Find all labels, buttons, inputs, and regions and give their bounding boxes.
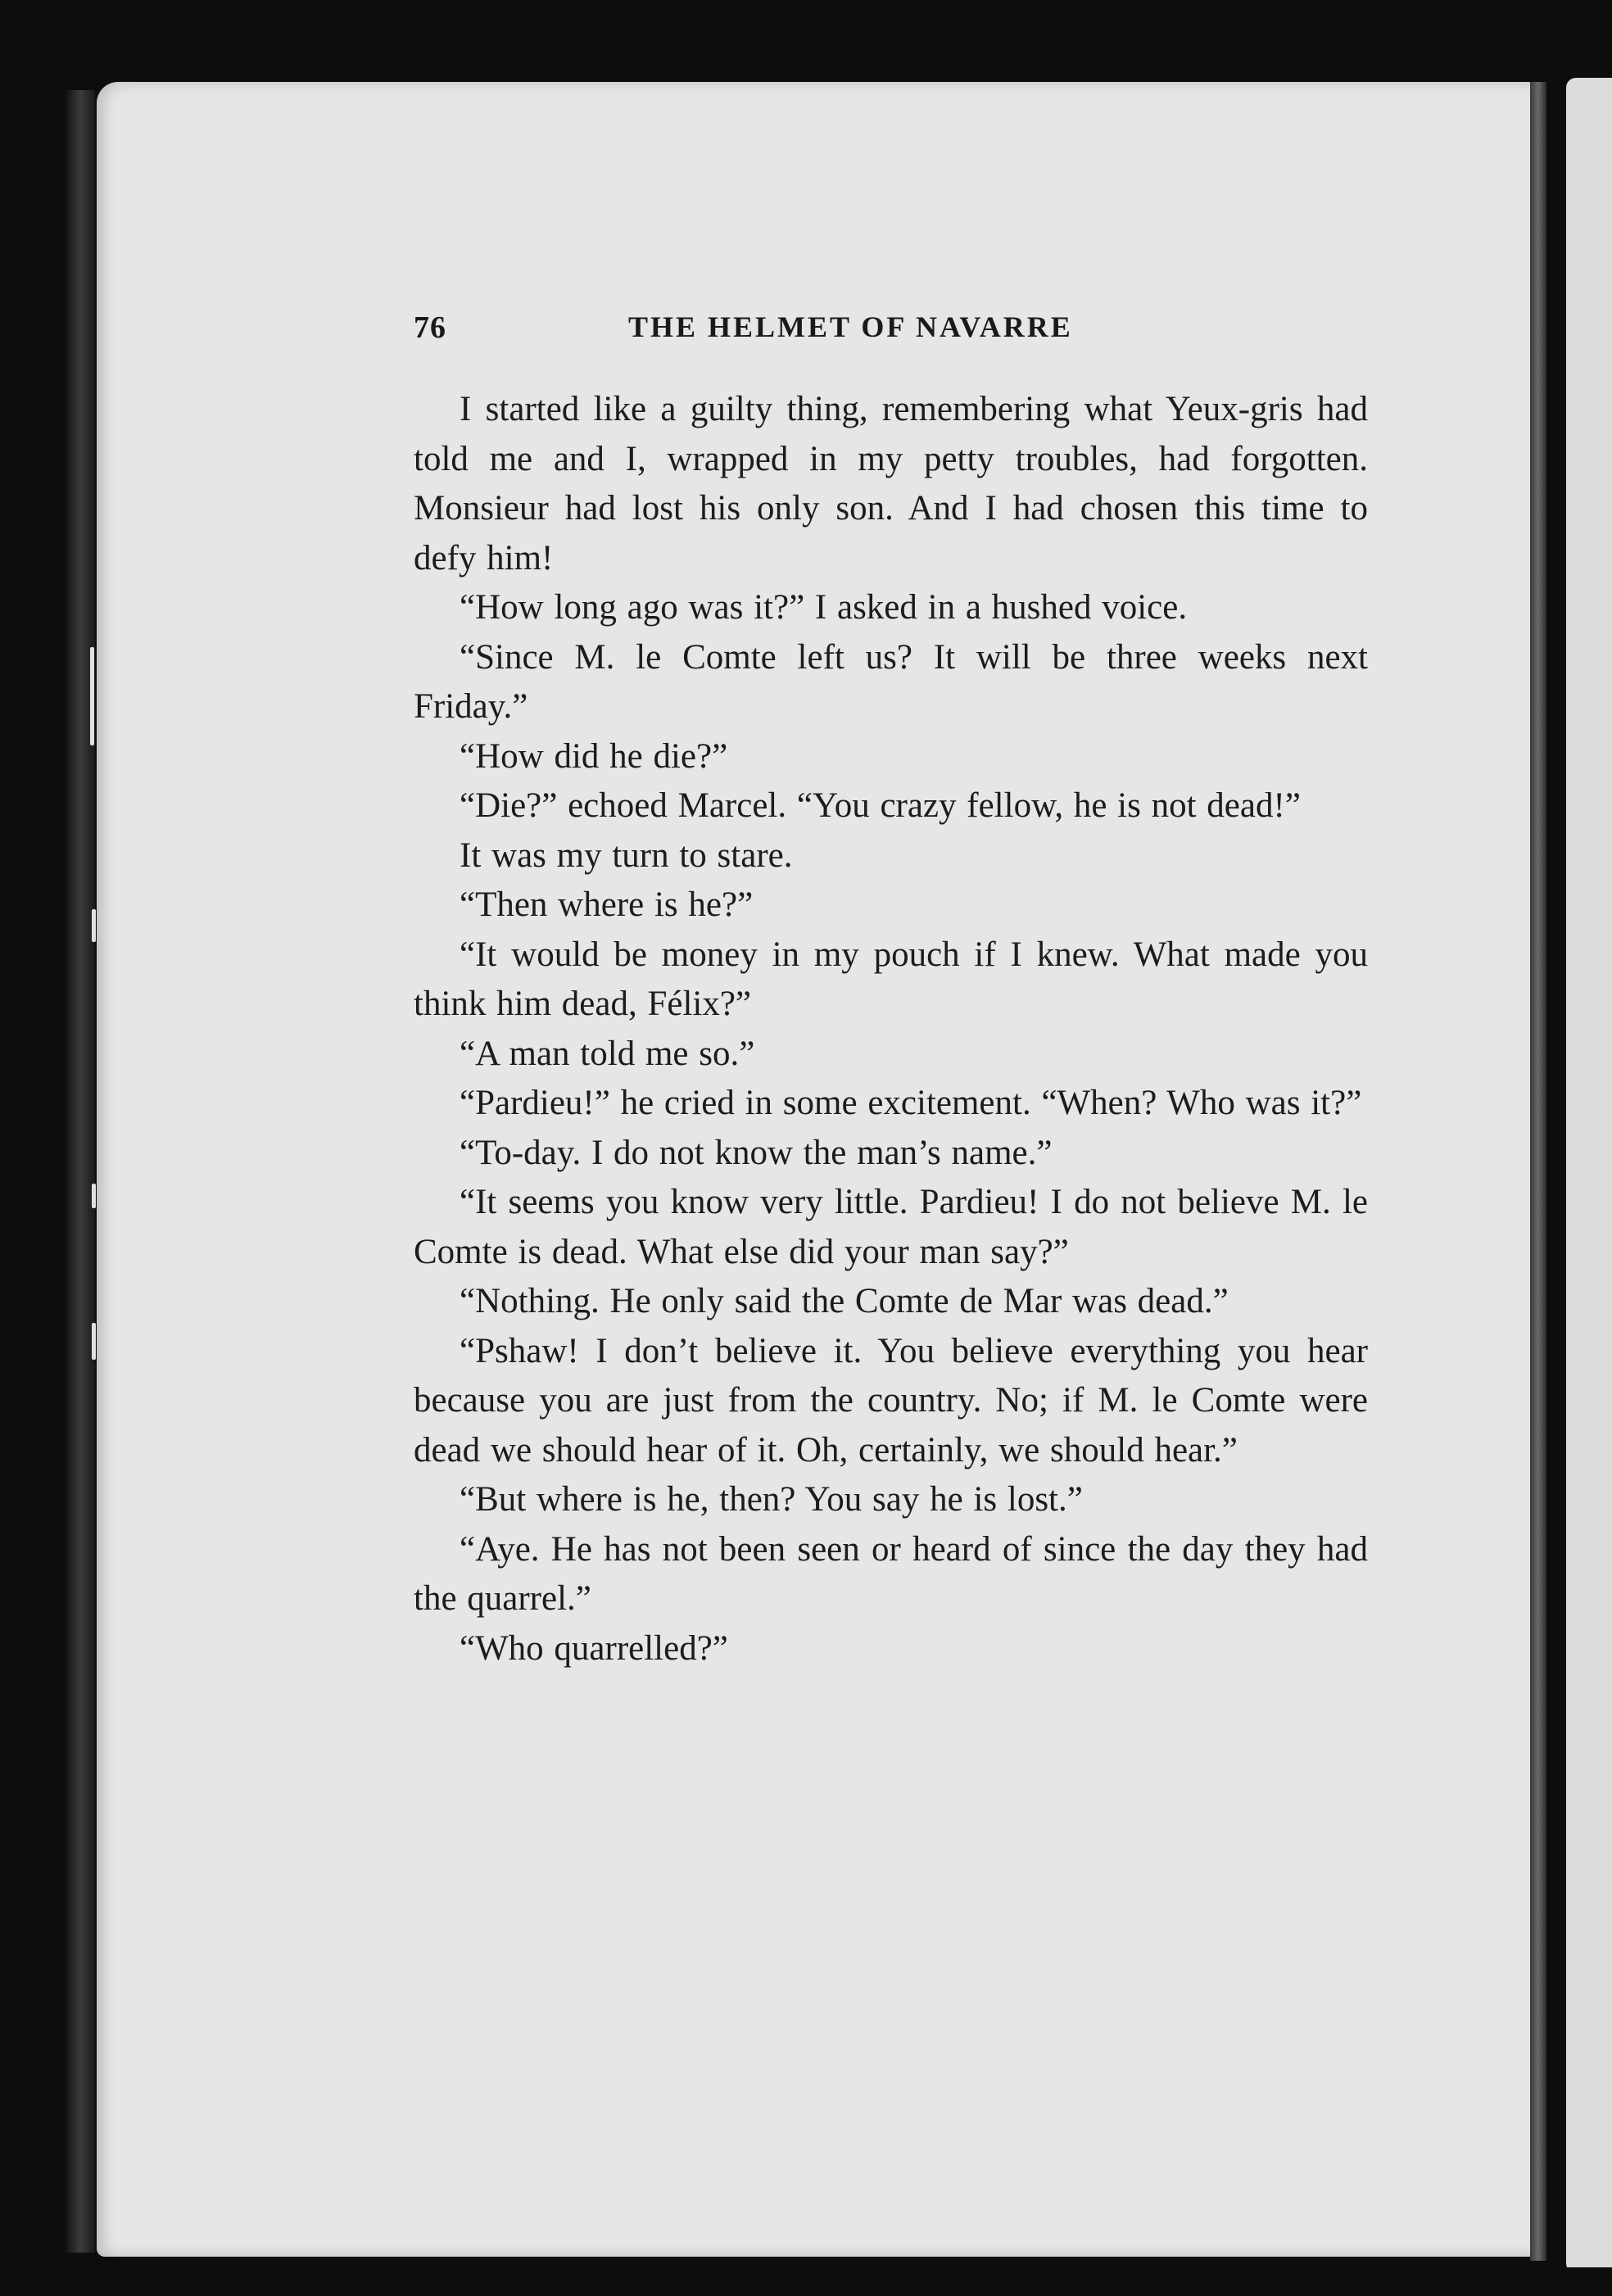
paragraph: “It would be money in my pouch if I knew. What made you think him dead, Félix?” bbox=[414, 935, 1368, 1023]
scan-margin-mark bbox=[92, 1323, 96, 1360]
paragraph: “Who quarrelled?” bbox=[460, 1628, 728, 1668]
book-binding-shadow bbox=[66, 90, 95, 2253]
paragraph: It was my turn to stare. bbox=[460, 836, 793, 875]
body-text bbox=[414, 385, 1368, 1673]
paragraph: “Pshaw! I don’t believe it. You believe everything you hear because you are just from the country. No; if M. le Comte were dead we should hear of it. Oh, certainly, we should hear.” bbox=[414, 1331, 1368, 1470]
paragraph: “Nothing. He only said the Comte de Mar was dead.” bbox=[460, 1282, 1229, 1320]
paragraph: “Die?” echoed Marcel. “You crazy fellow, he is not dead!” bbox=[460, 786, 1301, 825]
paragraph: “Since M. le Comte left us? It will be three weeks next Friday.” bbox=[414, 637, 1368, 726]
page-edge-shadow bbox=[1530, 82, 1546, 2261]
paragraph: “How did he die?” bbox=[460, 736, 728, 776]
paragraph: I started like a guilty thing, remembering what Yeux-gris had told me and I, wrapped in my petty troubles, had forgotten. Monsieur had lost his only son. And I had chosen this time to defy him! bbox=[414, 390, 1368, 577]
paragraph: “It seems you know very little. Pardieu! I do not believe M. le Comte is dead. What else did your man say?” bbox=[414, 1183, 1368, 1271]
paragraph: “Aye. He has not been seen or heard of since the day they had the quarrel.” bbox=[414, 1529, 1368, 1618]
scan-margin-mark bbox=[90, 647, 94, 745]
running-title: THE HELMET OF NAVARRE bbox=[628, 310, 1073, 343]
scan-margin-mark bbox=[92, 1184, 96, 1208]
running-header bbox=[414, 310, 1372, 359]
facing-page-edge bbox=[1566, 78, 1612, 2273]
paragraph: “How long ago was it?” I asked in a hushed voice. bbox=[460, 588, 1188, 627]
paragraph: “But where is he, then? You say he is lost.” bbox=[460, 1480, 1083, 1519]
paragraph: “A man told me so.” bbox=[460, 1034, 755, 1073]
scan-margin-mark bbox=[92, 909, 96, 942]
paragraph: “To-day. I do not know the man’s name.” bbox=[460, 1133, 1053, 1172]
paragraph: “Pardieu!” he cried in some excitement. “When? Who was it?” bbox=[460, 1084, 1362, 1122]
scan-bottom-border bbox=[0, 2267, 1612, 2296]
paragraph: “Then where is he?” bbox=[460, 885, 754, 924]
page-number: 76 bbox=[414, 310, 446, 345]
